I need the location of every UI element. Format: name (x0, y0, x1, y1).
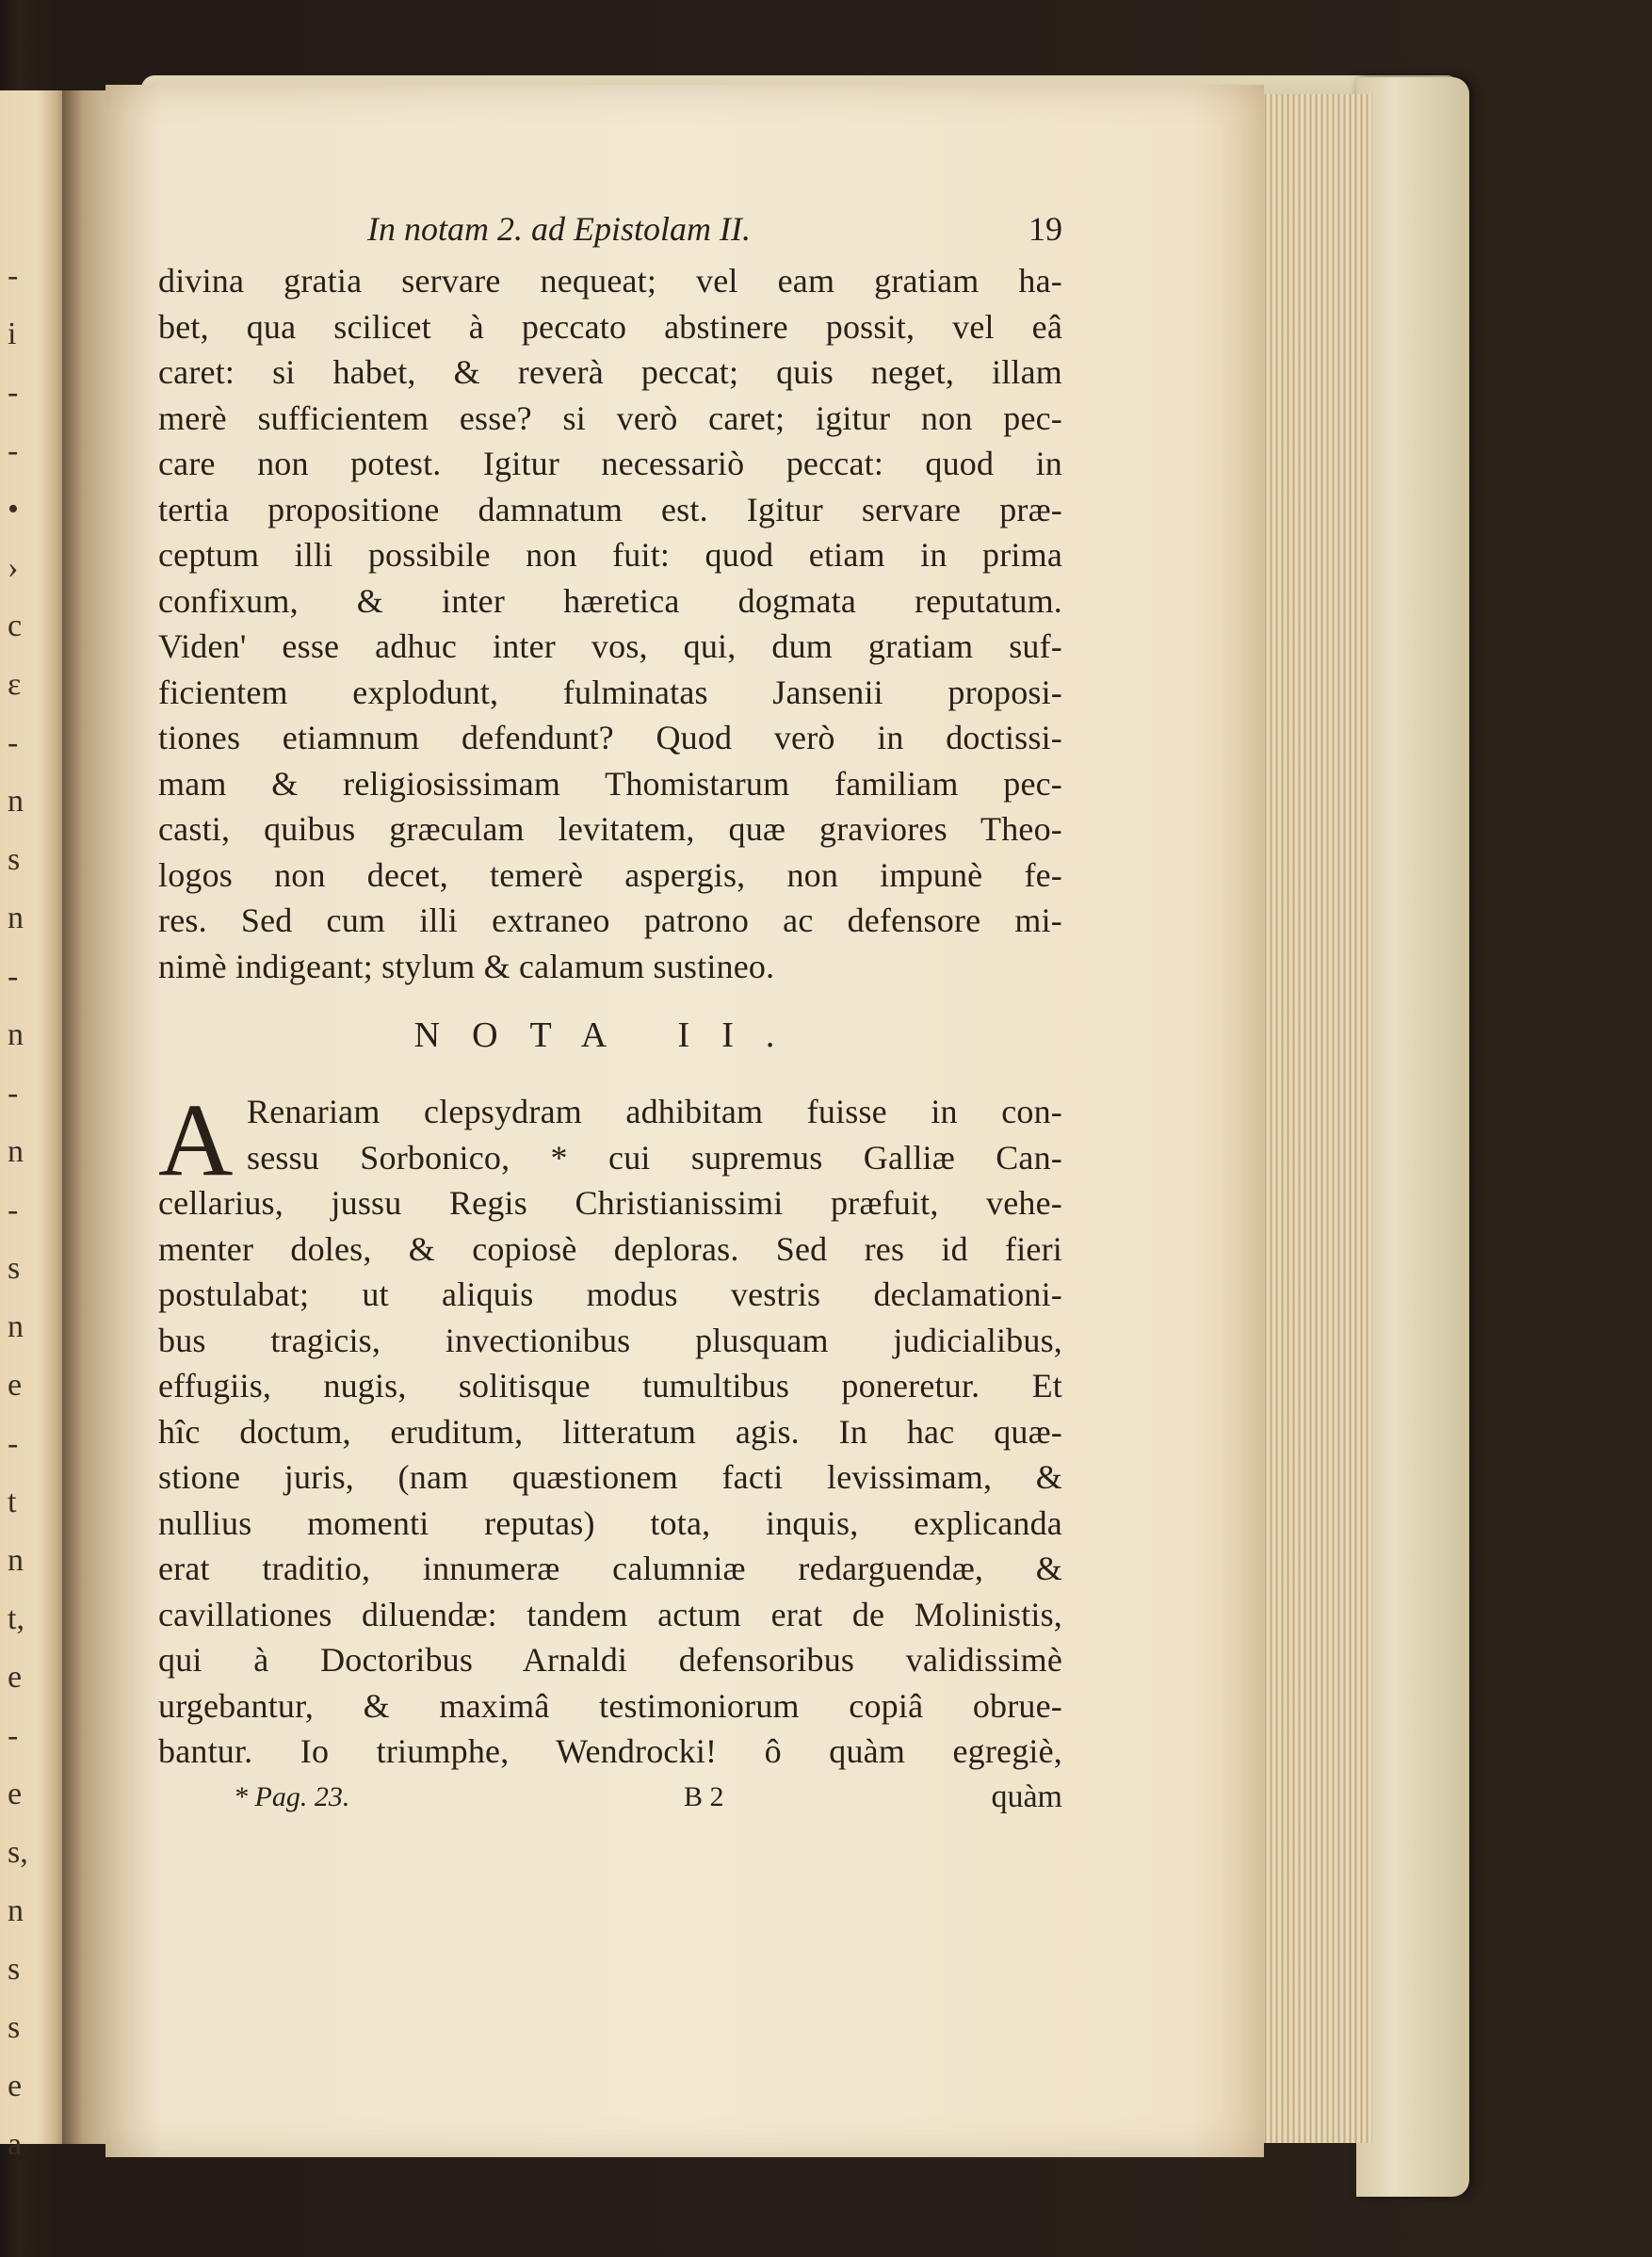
left-edge-fragment: n (8, 784, 24, 819)
left-edge-fragment: - (8, 959, 19, 994)
text-line: erat traditio, innumeræ calumniæ redarguendæ, & (158, 1550, 1062, 1587)
left-edge-fragment: - (8, 725, 19, 760)
left-edge-fragment: i (8, 317, 17, 351)
text-line: caret: si habet, & reverà peccat; quis neget, illam (158, 353, 1062, 391)
left-edge-fragment: s (8, 1251, 21, 1286)
left-edge-fragment: s (8, 1952, 21, 1987)
paragraph-1 (158, 258, 1062, 989)
left-edge-fragment: ε (8, 667, 22, 702)
page-number: 19 (1028, 210, 1062, 248)
text-line: casti, quibus græculam levitatem, quæ graviores Theo- (158, 810, 1062, 848)
left-edge-fragment: e (8, 1368, 23, 1403)
text-line: Viden' esse adhuc inter vos, qui, dum gratiam suf- (158, 627, 1062, 665)
left-edge-fragment: s, (8, 1835, 28, 1870)
text-line: effugiis, nugis, solitisque tumultibus poneretur. Et (158, 1367, 1062, 1405)
text-line: cellarius, jussu Regis Christianissimi præfuit, vehe- (158, 1184, 1062, 1222)
left-edge-fragment: - (8, 375, 19, 410)
left-edge-fragment: - (8, 1718, 19, 1753)
text-line: hîc doctum, eruditum, litteratum agis. In hac quæ- (158, 1412, 1062, 1451)
running-head-title: In notam 2. ad Epistolam II. (367, 210, 751, 248)
book-cover-binding (1356, 77, 1469, 2197)
left-edge-fragment: - (8, 1426, 19, 1461)
text-line: cavillationes diluendæ: tandem actum erat de Molinistis, (158, 1595, 1062, 1633)
catchword: quàm (991, 1778, 1062, 1814)
text-line: postulabat; ut aliquis modus vestris declamationi- (158, 1275, 1062, 1313)
text-line: nimè indigeant; stylum & calamum sustineo. (158, 947, 775, 985)
text-line: confixum, & inter hæretica dogmata reputatum. (158, 581, 1062, 620)
text-line: res. Sed cum illi extraneo patrono ac defensore mi- (158, 901, 1062, 939)
left-edge-fragment: n (8, 1893, 24, 1928)
section-heading: NOTA II. (413, 1015, 807, 1055)
text-line: sessu Sorbonico, * cui supremus Galliæ Can- (247, 1138, 1062, 1177)
signature-mark: B 2 (684, 1780, 724, 1812)
paragraph-2-lines (158, 1180, 1062, 1775)
text-line: ceptum illi possibile non fuit: quod etiam in prima (158, 536, 1062, 574)
left-edge-fragment: t, (8, 1601, 24, 1636)
text-line: urgebantur, & maximâ testimoniorum copiâ obrue- (158, 1686, 1062, 1725)
left-edge-fragment: s (8, 2010, 21, 2045)
text-line: Renariam clepsydram adhibitam fuisse in con- (247, 1093, 1062, 1130)
text-line: mam & religiosissimam Thomistarum familiam pec- (158, 764, 1062, 803)
text-line: tertia propositione damnatum est. Igitur servare præ- (158, 490, 1062, 528)
paragraph-2 (158, 1082, 1062, 1775)
page-footer (158, 1775, 1062, 1820)
text-line: merè sufficientem esse? si verò caret; igitur non pec- (158, 398, 1062, 437)
left-edge-fragment: n (8, 1543, 24, 1578)
running-head (158, 209, 1062, 258)
left-edge-fragment: t (8, 1485, 17, 1519)
left-edge-fragment: n (8, 1309, 24, 1344)
left-edge-fragment: e (8, 2069, 23, 2103)
left-edge-fragment: s (8, 842, 21, 877)
text-line: qui à Doctoribus Arnaldi defensoribus validissimè (158, 1641, 1062, 1679)
left-edge-fragment: - (8, 433, 19, 468)
left-edge-fragment: - (8, 1193, 19, 1227)
left-edge-fragment: e (8, 1660, 23, 1695)
text-line: care non potest. Igitur necessariò peccat: quod in (158, 445, 1062, 482)
left-edge-fragment: - (8, 258, 19, 293)
text-line: menter doles, & copiosè deploras. Sed res id fieri (158, 1229, 1062, 1268)
left-edge-fragment: c (8, 609, 23, 643)
text-line: divina gratia servare nequeat; vel eam gratiam ha- (158, 262, 1062, 300)
left-edge-fragment: - (8, 1076, 19, 1111)
left-page-edge (0, 90, 70, 2162)
left-edge-fragment: › (8, 550, 19, 585)
text-line: bet, qua scilicet à peccato abstinere possit, vel eâ (158, 307, 1062, 346)
text-line: stione juris, (nam quæstionem facti levissimam, & (158, 1458, 1062, 1496)
left-edge-fragment: a (8, 2127, 23, 2162)
text-line: logos non decet, temerè aspergis, non impunè fe- (158, 855, 1062, 894)
left-edge-fragment: n (8, 1134, 24, 1169)
text-line: ficientem explodunt, fulminatas Jansenii proposi- (158, 673, 1062, 711)
left-edge-fragment: n (8, 1017, 24, 1052)
text-line: bantur. Io triumphe, Wendrocki! ô quàm egregiè, (158, 1732, 1062, 1770)
paragraph-2-dropcap-lines (158, 1089, 1062, 1180)
book-fore-edge (1253, 94, 1372, 2143)
text-line: bus tragicis, invectionibus plusquam judicialibus, (158, 1321, 1062, 1359)
left-edge-fragment: n (8, 901, 24, 935)
left-edge-fragment: e (8, 1777, 23, 1811)
page-text-block (158, 209, 1062, 1820)
left-edge-fragment: • (8, 492, 19, 527)
drop-capital: A (158, 1082, 234, 1197)
text-line: tiones etiamnum defendunt? Quod verò in doctissi- (158, 719, 1062, 756)
text-line: nullius momenti reputas) tota, inquis, explicanda (158, 1503, 1062, 1542)
footnote-reference: * Pag. 23. (234, 1780, 350, 1812)
